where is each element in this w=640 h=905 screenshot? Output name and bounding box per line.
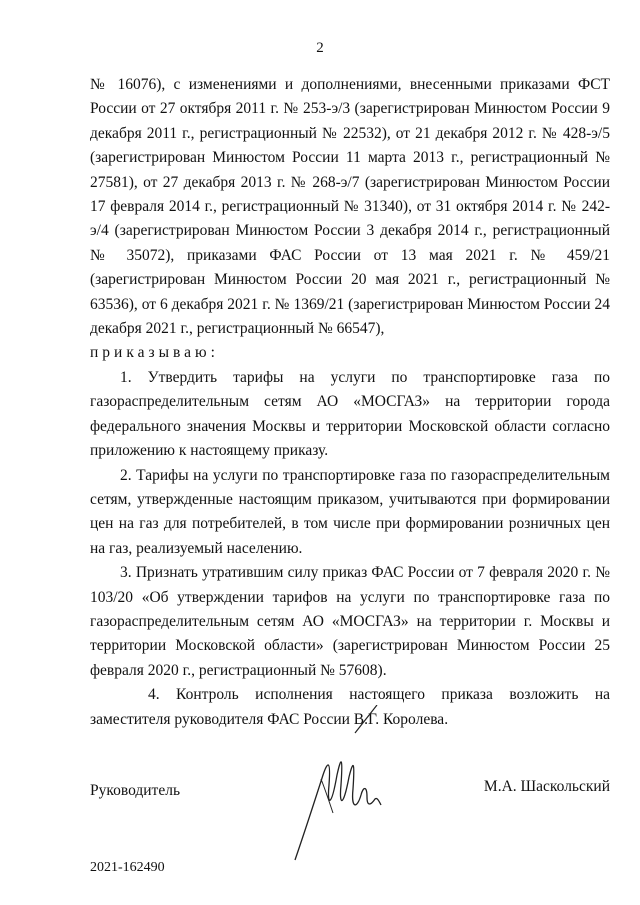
handwritten-signature — [285, 705, 395, 865]
signer-role: Руководитель — [90, 782, 181, 799]
signer-name: М.А. Шаскольский — [483, 778, 610, 795]
preamble-paragraph: № 16076), с изменениями и дополнениями, внесенными приказами ФСТ России от 27 октября 2011 г. № 253-э/3 (зарегистрирован Минюстом России 9 декабря 2011 г., регистрационный № 22532), от 21 декабря 2012 г. № 428-э/5 (зарегистрирован Минюстом России 11 марта 2013 г., регистрационный № 27581), от 27 декабря 2013 г. № 268-э/7 (зарегистрирован Минюстом России 17 февраля 2014 г., регистрационный № 31340), от 31 октября 2014 г. № 242-э/4 (зарегистрирован Минюстом России 3 декабря 2014 г., регистрационный № 35072), приказами ФАС России от 13 мая 2021 г. № 459/21 (зарегистрирован Минюстом России 20 мая 2021 г., регистрационный № 63536), от 6 декабря 2021 г. № 1369/21 (зарегистрирован Минюстом России 24 декабря 2021 г., регистрационный № 66547), — [90, 76, 610, 338]
document-body — [90, 73, 610, 732]
item-2-paragraph: 2. Тарифы на услуги по транспортировке газа по газораспределительным сетям, утвержденные настоящим приказом, учитываются при формировании цен на газ для потребителей, в том числе при формировании розничных цен на газ, реализуемый населению. — [90, 466, 610, 557]
page-number: 2 — [316, 40, 324, 56]
order-word: приказываю: — [90, 344, 219, 362]
item-1-paragraph: 1. Утвердить тарифы на услуги по транспортировке газа по газораспределительным сетям АО «МОСГАЗ» на территории города федерального значения Москвы и территории Московской области согласно приложению к настоящему приказу. — [90, 368, 610, 460]
item-3-paragraph: 3. Признать утратившим силу приказ ФАС России от 7 февраля 2020 г. № 103/20 «Об утверждении тарифов на услуги по транспортировке газа по газораспределительным сетям АО «МОСГАЗ» на территории г. Москвы и территории Московской области» (зарегистрирован Минюстом России 25 февраля 2020 г., регистрационный № 57608). — [90, 564, 610, 679]
document-number: 2021-162490 — [90, 860, 165, 875]
item-4-paragraph: 4. Контроль исполнения настоящего приказа возложить на заместителя руководителя ФАС России В.Г. Королева. — [90, 686, 610, 728]
